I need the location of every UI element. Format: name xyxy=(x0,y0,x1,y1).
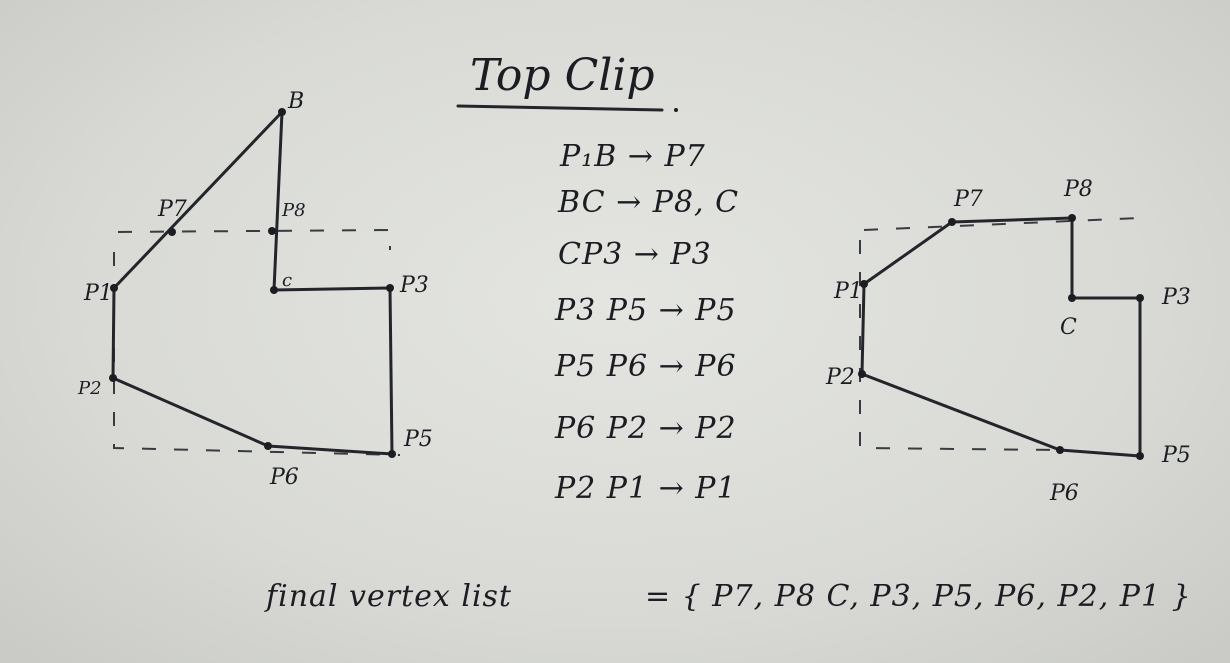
right-point-P2 xyxy=(858,370,866,378)
final-vertex-list-prefix: final vertex list xyxy=(266,579,512,614)
right-label-P8: P8 xyxy=(1064,177,1093,202)
left-label-P3: P3 xyxy=(400,273,429,298)
title-dot xyxy=(674,108,678,112)
step-1: P₁B → P7 xyxy=(560,139,706,174)
step-4: P3 P5 → P5 xyxy=(555,293,737,328)
left-label-B: B xyxy=(288,89,305,114)
left-label-P6: P6 xyxy=(270,465,299,490)
step-3: CP3 → P3 xyxy=(558,237,712,272)
left-polygon-figure xyxy=(77,89,433,490)
left-point-P7 xyxy=(168,228,176,236)
left-label-P2: P2 xyxy=(78,378,102,399)
right-polygon-figure xyxy=(825,177,1191,506)
left-label-P5: P5 xyxy=(404,427,433,452)
right-label-P6: P6 xyxy=(1050,481,1079,506)
right-label-P2: P2 xyxy=(826,365,855,390)
right-clip-window-side xyxy=(860,240,1060,450)
right-point-P5 xyxy=(1136,452,1144,460)
right-point-P3 xyxy=(1136,294,1144,302)
clip-steps xyxy=(554,139,739,506)
right-point-P8 xyxy=(1068,214,1076,222)
right-label-P3: P3 xyxy=(1162,285,1191,310)
final-vertex-list-value: = { P7, P8 C, P3, P5, P6, P2, P1 } xyxy=(645,579,1192,614)
step-2: BC → P8, C xyxy=(558,185,740,220)
right-polygon xyxy=(862,218,1140,456)
left-point-B xyxy=(278,108,286,116)
left-label-P1: P1 xyxy=(84,281,113,306)
right-label-C: C xyxy=(1060,315,1077,340)
step-5: P5 P6 → P6 xyxy=(555,349,737,384)
right-point-P6 xyxy=(1056,446,1064,454)
title: Top Clip xyxy=(470,50,655,101)
left-point-P3 xyxy=(386,284,394,292)
step-6: P6 P2 → P2 xyxy=(555,411,737,446)
left-label-P7: P7 xyxy=(158,197,187,222)
left-label-P8: P8 xyxy=(282,200,306,221)
step-7: P2 P1 → P1 xyxy=(555,471,737,506)
left-point-C xyxy=(270,286,278,294)
title-underline xyxy=(458,106,662,110)
left-label-C: c xyxy=(282,270,293,291)
left-point-P8 xyxy=(268,227,276,235)
left-point-P2 xyxy=(109,374,117,382)
right-label-P5: P5 xyxy=(1162,443,1191,468)
left-polygon xyxy=(113,112,392,454)
left-point-P5 xyxy=(388,450,396,458)
right-point-P7 xyxy=(948,218,956,226)
left-point-P6 xyxy=(264,442,272,450)
left-clip-window-side xyxy=(114,252,400,455)
right-point-C xyxy=(1068,294,1076,302)
right-label-P1: P1 xyxy=(834,279,863,304)
right-label-P7: P7 xyxy=(954,187,983,212)
